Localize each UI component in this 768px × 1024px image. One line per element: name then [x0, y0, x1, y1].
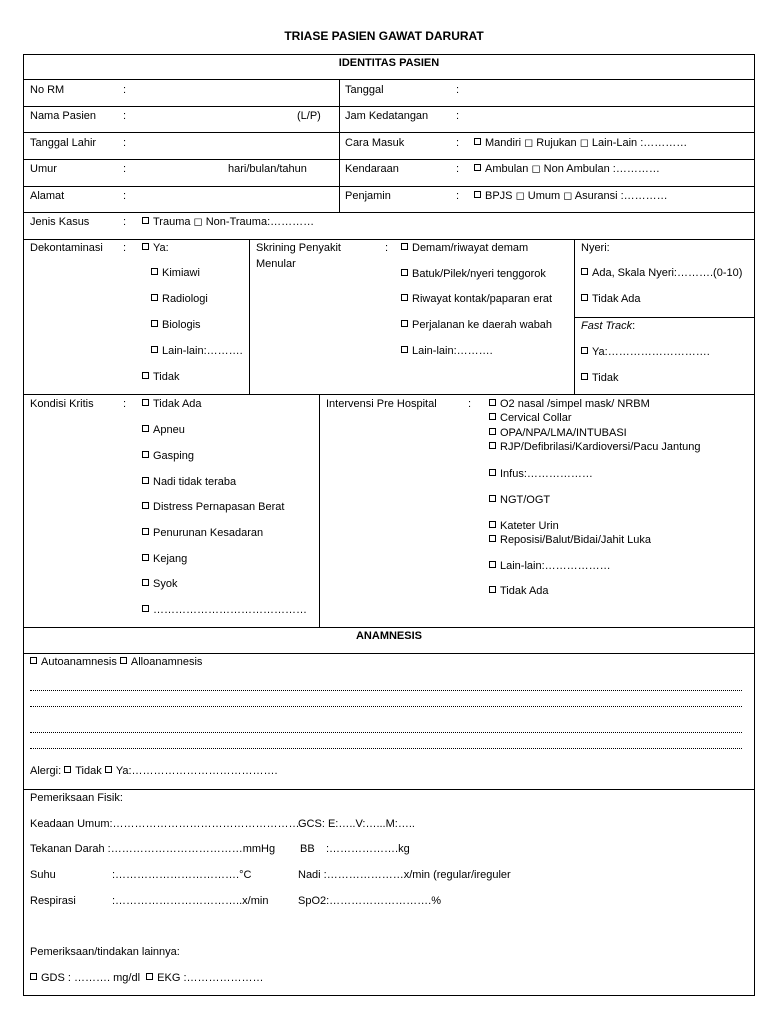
- nyeri-label: Nyeri:: [581, 242, 610, 254]
- jam-kedatangan-label: Jam Kedatangan: [345, 110, 429, 122]
- checkbox-icon[interactable]: [489, 586, 496, 593]
- kondisi-item: Syok: [142, 578, 177, 591]
- checkbox-icon[interactable]: [142, 605, 149, 612]
- nyeri-tidak: Tidak Ada: [581, 293, 641, 306]
- anamnesis-line[interactable]: [30, 748, 742, 749]
- checkbox-icon[interactable]: [489, 561, 496, 568]
- fast-track-tidak: Tidak: [581, 372, 619, 385]
- checkbox-icon[interactable]: [489, 399, 496, 406]
- intervensi-item: NGT/OGT: [489, 494, 550, 507]
- checkbox-icon[interactable]: [105, 766, 112, 773]
- checkbox-icon[interactable]: [142, 217, 149, 224]
- nyeri-ada: Ada, Skala Nyeri:……….(0-10): [581, 267, 742, 280]
- umur-label: Umur: [30, 163, 57, 175]
- no-rm-label: No RM: [30, 84, 65, 96]
- colon: :: [456, 137, 460, 149]
- gcs: GCS: E:…..V:…...M:…..: [298, 818, 415, 830]
- kondisi-item: Apneu: [142, 424, 185, 437]
- checkbox-icon[interactable]: [401, 294, 408, 301]
- intervensi-item: OPA/NPA/LMA/INTUBASI: [489, 427, 627, 440]
- colon: :: [123, 137, 127, 149]
- intervensi-item: Cervical Collar: [489, 412, 572, 425]
- pemeriksaan-lainnya: Pemeriksaan/tindakan lainnya:: [30, 946, 180, 958]
- checkbox-icon[interactable]: [489, 428, 496, 435]
- colon: :: [123, 242, 127, 254]
- checkbox-icon[interactable]: [401, 346, 408, 353]
- checkbox-icon[interactable]: [142, 554, 149, 561]
- dekontaminasi-item: Kimiawi: [151, 267, 200, 280]
- cara-masuk-options: Mandiri ◻ Rujukan ◻ Lain-Lain :…………: [474, 137, 687, 150]
- dekontaminasi-ya: Ya:: [142, 242, 169, 255]
- tekanan-darah: Tekanan Darah :………………………………mmHg: [30, 843, 276, 855]
- identitas-header: IDENTITAS PASIEN: [338, 57, 440, 69]
- checkbox-icon[interactable]: [30, 657, 37, 664]
- kondisi-item: Tidak Ada: [142, 398, 202, 411]
- intervensi-item: Lain-lain:………………: [489, 560, 611, 573]
- checkbox-icon[interactable]: [581, 294, 588, 301]
- skrining-label: Skrining Penyakit: [256, 242, 341, 254]
- pemeriksaan-label: Pemeriksaan Fisik:: [30, 792, 123, 804]
- checkbox-icon[interactable]: [151, 294, 158, 301]
- checkbox-icon[interactable]: [581, 268, 588, 275]
- checkbox-icon[interactable]: [474, 138, 481, 145]
- bb-value: :……………….kg: [326, 843, 410, 855]
- intervensi-item: Reposisi/Balut/Bidai/Jahit Luka: [489, 534, 651, 547]
- kondisi-item: Gasping: [142, 450, 194, 463]
- colon: :: [123, 216, 127, 228]
- intervensi-label: Intervensi Pre Hospital: [326, 398, 437, 410]
- checkbox-icon[interactable]: [489, 495, 496, 502]
- kondisi-kritis-label: Kondisi Kritis: [30, 398, 94, 410]
- checkbox-icon[interactable]: [142, 425, 149, 432]
- checkbox-icon[interactable]: [151, 268, 158, 275]
- checkbox-icon[interactable]: [120, 657, 127, 664]
- colon: :: [123, 190, 127, 202]
- skrining-label-line2: Menular: [256, 258, 296, 270]
- checkbox-icon[interactable]: [489, 469, 496, 476]
- colon: :: [123, 84, 127, 96]
- checkbox-icon[interactable]: [581, 373, 588, 380]
- checkbox-icon[interactable]: [142, 579, 149, 586]
- cara-masuk-label: Cara Masuk: [345, 137, 405, 149]
- checkbox-icon[interactable]: [151, 346, 158, 353]
- checkbox-icon[interactable]: [401, 243, 408, 250]
- suhu-label: Suhu: [30, 869, 56, 881]
- colon: :: [468, 398, 472, 410]
- fast-track-ya: Ya:……………………….: [581, 346, 710, 359]
- spo2: SpO2:……………………….%: [298, 895, 442, 907]
- suhu-value: :…………………………….°C: [112, 869, 252, 881]
- kendaraan-label: Kendaraan: [345, 163, 399, 175]
- tanggal-label: Tanggal: [345, 84, 384, 96]
- skrining-item: Demam/riwayat demam: [401, 242, 528, 255]
- checkbox-icon[interactable]: [489, 521, 496, 528]
- kondisi-item: Kejang: [142, 553, 187, 566]
- nadi: Nadi :…………………x/min (regular/ireguler: [298, 869, 511, 881]
- intervensi-item: Tidak Ada: [489, 585, 549, 598]
- checkbox-icon[interactable]: [401, 269, 408, 276]
- kondisi-item: ……………………………………: [142, 604, 307, 617]
- checkbox-icon[interactable]: [142, 243, 149, 250]
- dekontaminasi-item: Biologis: [151, 319, 201, 332]
- skrining-item: Riwayat kontak/paparan erat: [401, 293, 552, 306]
- jenis-kasus-options: Trauma ◻ Non-Trauma:…………: [142, 216, 314, 229]
- bb-label: BB: [300, 843, 315, 855]
- checkbox-icon[interactable]: [30, 973, 37, 980]
- kendaraan-options: Ambulan ◻ Non Ambulan :…………: [474, 163, 660, 176]
- checkbox-icon[interactable]: [489, 442, 496, 449]
- intervensi-item: RJP/Defibrilasi/Kardioversi/Pacu Jantung: [489, 441, 701, 454]
- kondisi-item: Distress Pernapasan Berat: [142, 501, 284, 514]
- penjamin-options: BPJS ◻ Umum ◻ Asuransi :…………: [474, 190, 668, 203]
- checkbox-icon[interactable]: [64, 766, 71, 773]
- checkbox-icon[interactable]: [581, 347, 588, 354]
- colon: :: [456, 163, 460, 175]
- dekontaminasi-item: Lain-lain:……….: [151, 345, 243, 358]
- checkbox-icon[interactable]: [142, 528, 149, 535]
- gds-ekg-row: GDS : ………. mg/dl EKG :…………………: [30, 972, 264, 985]
- penjamin-label: Penjamin: [345, 190, 391, 202]
- kondisi-item: Penurunan Kesadaran: [142, 527, 263, 540]
- checkbox-icon[interactable]: [142, 451, 149, 458]
- umur-unit: hari/bulan/tahun: [228, 163, 307, 175]
- skrining-item: Lain-lain:……….: [401, 345, 493, 358]
- colon: :: [123, 110, 127, 122]
- checkbox-icon[interactable]: [146, 973, 153, 980]
- colon: :: [456, 84, 460, 96]
- fast-track-label: Fast Track:: [581, 320, 636, 332]
- alergi-row: Alergi: Tidak Ya:………………………………….: [30, 765, 278, 777]
- intervensi-item: Infus:………………: [489, 468, 593, 481]
- form-title: TRIASE PASIEN GAWAT DARURAT: [284, 29, 484, 43]
- colon: :: [456, 110, 460, 122]
- nama-pasien-label: Nama Pasien: [30, 110, 97, 122]
- checkbox-icon[interactable]: [489, 413, 496, 420]
- tanggal-lahir-label: Tanggal Lahir: [30, 137, 97, 149]
- dekontaminasi-label: Dekontaminasi: [30, 242, 103, 254]
- checkbox-icon[interactable]: [142, 399, 149, 406]
- checkbox-icon[interactable]: [474, 164, 481, 171]
- intervensi-item: Kateter Urin: [489, 520, 559, 533]
- skrining-item: Batuk/Pilek/nyeri tenggorok: [401, 268, 546, 281]
- anamnesis-line[interactable]: [30, 690, 742, 691]
- dekontaminasi-item: Radiologi: [151, 293, 208, 306]
- dekontaminasi-tidak: Tidak: [142, 371, 180, 384]
- checkbox-icon[interactable]: [142, 372, 149, 379]
- skrining-item: Perjalanan ke daerah wabah: [401, 319, 552, 332]
- respirasi-value: :……………………………..x/min: [112, 895, 269, 907]
- kondisi-item: Nadi tidak teraba: [142, 476, 236, 489]
- intervensi-item: O2 nasal /simpel mask/ NRBM: [489, 398, 650, 411]
- jenis-kasus-label: Jenis Kasus: [30, 216, 90, 228]
- colon: :: [385, 242, 389, 254]
- checkbox-icon[interactable]: [401, 320, 408, 327]
- alamat-label: Alamat: [30, 190, 65, 202]
- colon: :: [456, 190, 460, 202]
- respirasi-label: Respirasi: [30, 895, 76, 907]
- gender-lp: (L/P): [297, 110, 321, 122]
- checkbox-icon[interactable]: [489, 535, 496, 542]
- checkbox-icon[interactable]: [142, 502, 149, 509]
- colon: :: [123, 398, 127, 410]
- checkbox-icon[interactable]: [151, 320, 158, 327]
- anamnesis-type: Autoanamnesis Alloanamnesis: [30, 656, 202, 669]
- anamnesis-line[interactable]: [30, 732, 742, 733]
- checkbox-icon[interactable]: [474, 191, 481, 198]
- colon: :: [123, 163, 127, 175]
- checkbox-icon[interactable]: [142, 477, 149, 484]
- anamnesis-header: ANAMNESIS: [355, 630, 422, 642]
- anamnesis-line[interactable]: [30, 706, 742, 707]
- keadaan-umum: Keadaan Umum:…………………………………………….: [30, 818, 303, 830]
